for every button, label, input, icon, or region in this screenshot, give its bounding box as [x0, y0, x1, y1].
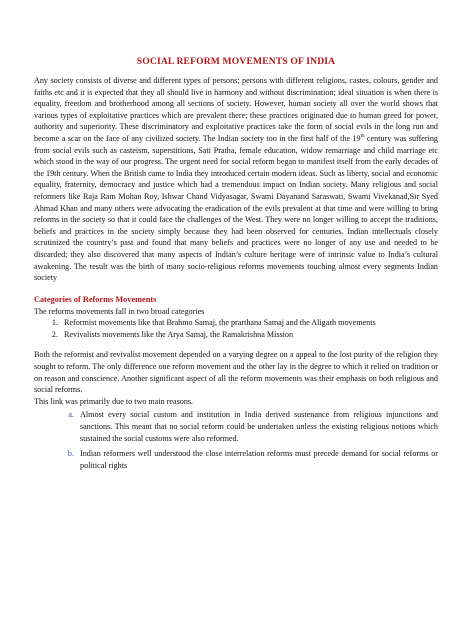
categories-list	[34, 317, 438, 340]
intro-text-part2: century was suffering from social evils such as casteism, superstitions, Sati Pratha, female education, widow remarriage and child marriage etc which stood in the way of our progress. The urgent need for social reform began to manifest itself from the early decades of the 19th century. When the British came to India they introduced certain modern ideas. Such as liberty, social and economic equality, fraternity, democracy and justice which had a tremendous impact on Indian society. Many religious and social reformers like Raja Ram Mohan Roy, Ishwar Chand Vidyasagar, Swami Dayanand Saraswati, Swami Vivekanad,Sir Syed Ahmad Khan and many others were advocating the eradication of the evils prevalent at that time and were willing to bring reforms in the society so that it could face the challenges of the West. They were no longer willing to accept the traditions, beliefs and practices in the society simply because they had been observed for centuries. Indian intellectuals closely scrutinized the country’s past and found that many beliefs and practices were no longer of any use and needed to be discarded; they also discovered that many aspects of Indian’s culture heritage were of intrinsic value to India’s cultural awakening. The result was the birth of many socio-religious reforms movements touching almost every segments Indian society	[34, 133, 438, 283]
document-title: SOCIAL REFORM MOVEMENTS OF INDIA	[136, 56, 336, 67]
reason-item: b. Indian reformers well understood the close interrelation reforms must precede demand for social reforms or political rights	[76, 448, 438, 471]
reason-item: a. Almost every social custom and institution in India derived sustenance from religious injunctions and sanctions. This meant that no social reform could be undertaken unless the existing religious notions which sustained the social customs were also reformed.	[76, 409, 438, 444]
comparison-paragraph: Both the reformist and revivalist movement depended on a varying degree on a appeal to the lost purity of the religion they sought to reform. The only difference one reform movement and the other lay in the degree to which it relied on tradition or on reason and conscience. Another significant aspect of all the reform movements was their emphasis on both religious and social reforms.	[34, 350, 438, 395]
categories-heading: Categories of Reforms Movements	[34, 294, 157, 304]
category-item: 2. Revivalists movements like the Arya Samaj, the Ramakrishna Mission	[60, 329, 438, 341]
reasons-intro: This link was primarily due to two main reasons.	[34, 396, 194, 406]
intro-paragraph	[34, 75, 438, 284]
ordinal-suffix: th	[360, 133, 365, 139]
category-item: 1. Reformist movements like that Brahmo Samaj, the prarthana Samaj and the Aligarh movements	[60, 317, 438, 329]
categories-intro: The reforms movements fall in two broad categories	[34, 306, 205, 316]
intro-text-part1: Any society consists of diverse and different types of persons; persons with different religions, castes, colours, gender and faiths etc and it is expected that they all should live in harmony and without discrimination; ideal situation is when there is equality, freedom and brotherhood among all sections of society. However, human society all over the world shows that various types of exploitative practices which are prevalent there; these practices originated due to human greed for power, authority and superiority. These discriminatory and exploitative practices take the form of social evils in the long run and become a scar on the face of any civilized society. The Indian society too in the first half of the 19	[34, 76, 438, 143]
reasons-list	[34, 409, 438, 471]
